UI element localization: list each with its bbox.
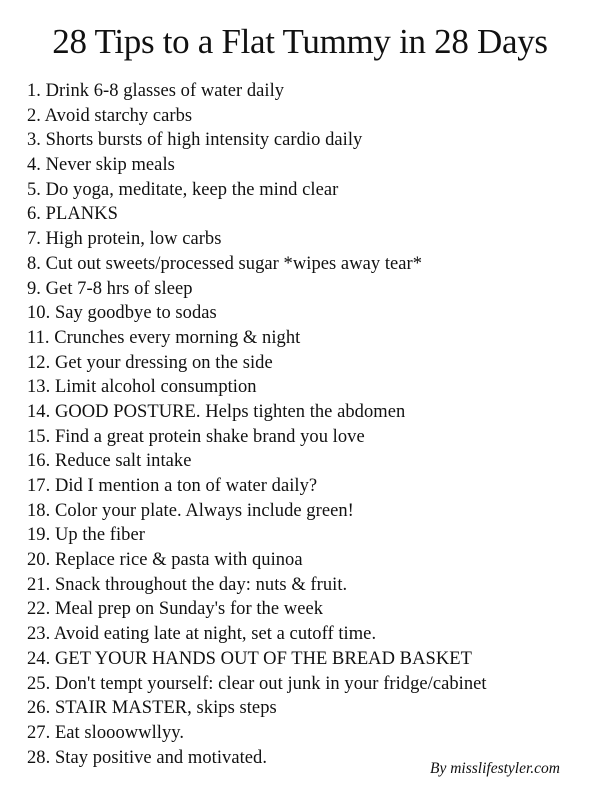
tip-item-11: 11. Crunches every morning & night [27, 327, 301, 348]
tip-item-18: 18. Color your plate. Always include green! [27, 500, 354, 521]
tip-item-22: 22. Meal prep on Sunday's for the week [27, 599, 324, 620]
page-title: 28 Tips to a Flat Tummy in 28 Days [52, 22, 548, 61]
tip-item-7: 7. High protein, low carbs [27, 229, 222, 250]
tip-item-21: 21. Snack throughout the day: nuts & fruit. [27, 574, 348, 595]
tips-list [27, 79, 487, 770]
tip-item-26: 26. STAIR MASTER, skips steps [27, 698, 277, 719]
tip-item-28: 28. Stay positive and motivated. [27, 747, 268, 768]
tip-item-2: 2. Avoid starchy carbs [27, 105, 193, 126]
tip-item-10: 10. Say goodbye to sodas [27, 303, 217, 324]
tip-item-19: 19. Up the fiber [27, 525, 145, 546]
tip-item-5: 5. Do yoga, meditate, keep the mind clear [27, 179, 339, 200]
tip-item-15: 15. Find a great protein shake brand you love [27, 426, 365, 447]
tip-item-3: 3. Shorts bursts of high intensity cardio daily [27, 130, 363, 151]
tip-item-23: 23. Avoid eating late at night, set a cutoff time. [27, 624, 377, 645]
tip-item-25: 25. Don't tempt yourself: clear out junk in your fridge/cabinet [27, 673, 487, 694]
tip-item-24: 24. GET YOUR HANDS OUT OF THE BREAD BASKET [27, 648, 472, 669]
source-credit: By misslifestyler.com [430, 760, 561, 777]
tip-item-13: 13. Limit alcohol consumption [27, 377, 257, 398]
tip-item-8: 8. Cut out sweets/processed sugar *wipes away tear* [27, 253, 423, 274]
tip-item-9: 9. Get 7-8 hrs of sleep [27, 278, 193, 299]
tip-item-17: 17. Did I mention a ton of water daily? [27, 476, 318, 496]
tip-item-6: 6. PLANKS [27, 204, 118, 225]
tip-item-14: 14. GOOD POSTURE. Helps tighten the abdomen [27, 401, 406, 422]
tip-item-4: 4. Never skip meals [27, 155, 175, 176]
tip-item-12: 12. Get your dressing on the side [27, 352, 273, 373]
tip-item-16: 16. Reduce salt intake [27, 451, 192, 472]
tip-item-1: 1. Drink 6-8 glasses of water daily [27, 81, 285, 101]
tip-item-20: 20. Replace rice & pasta with quinoa [27, 550, 303, 571]
tip-item-27: 27. Eat slooowwllyy. [27, 722, 185, 743]
